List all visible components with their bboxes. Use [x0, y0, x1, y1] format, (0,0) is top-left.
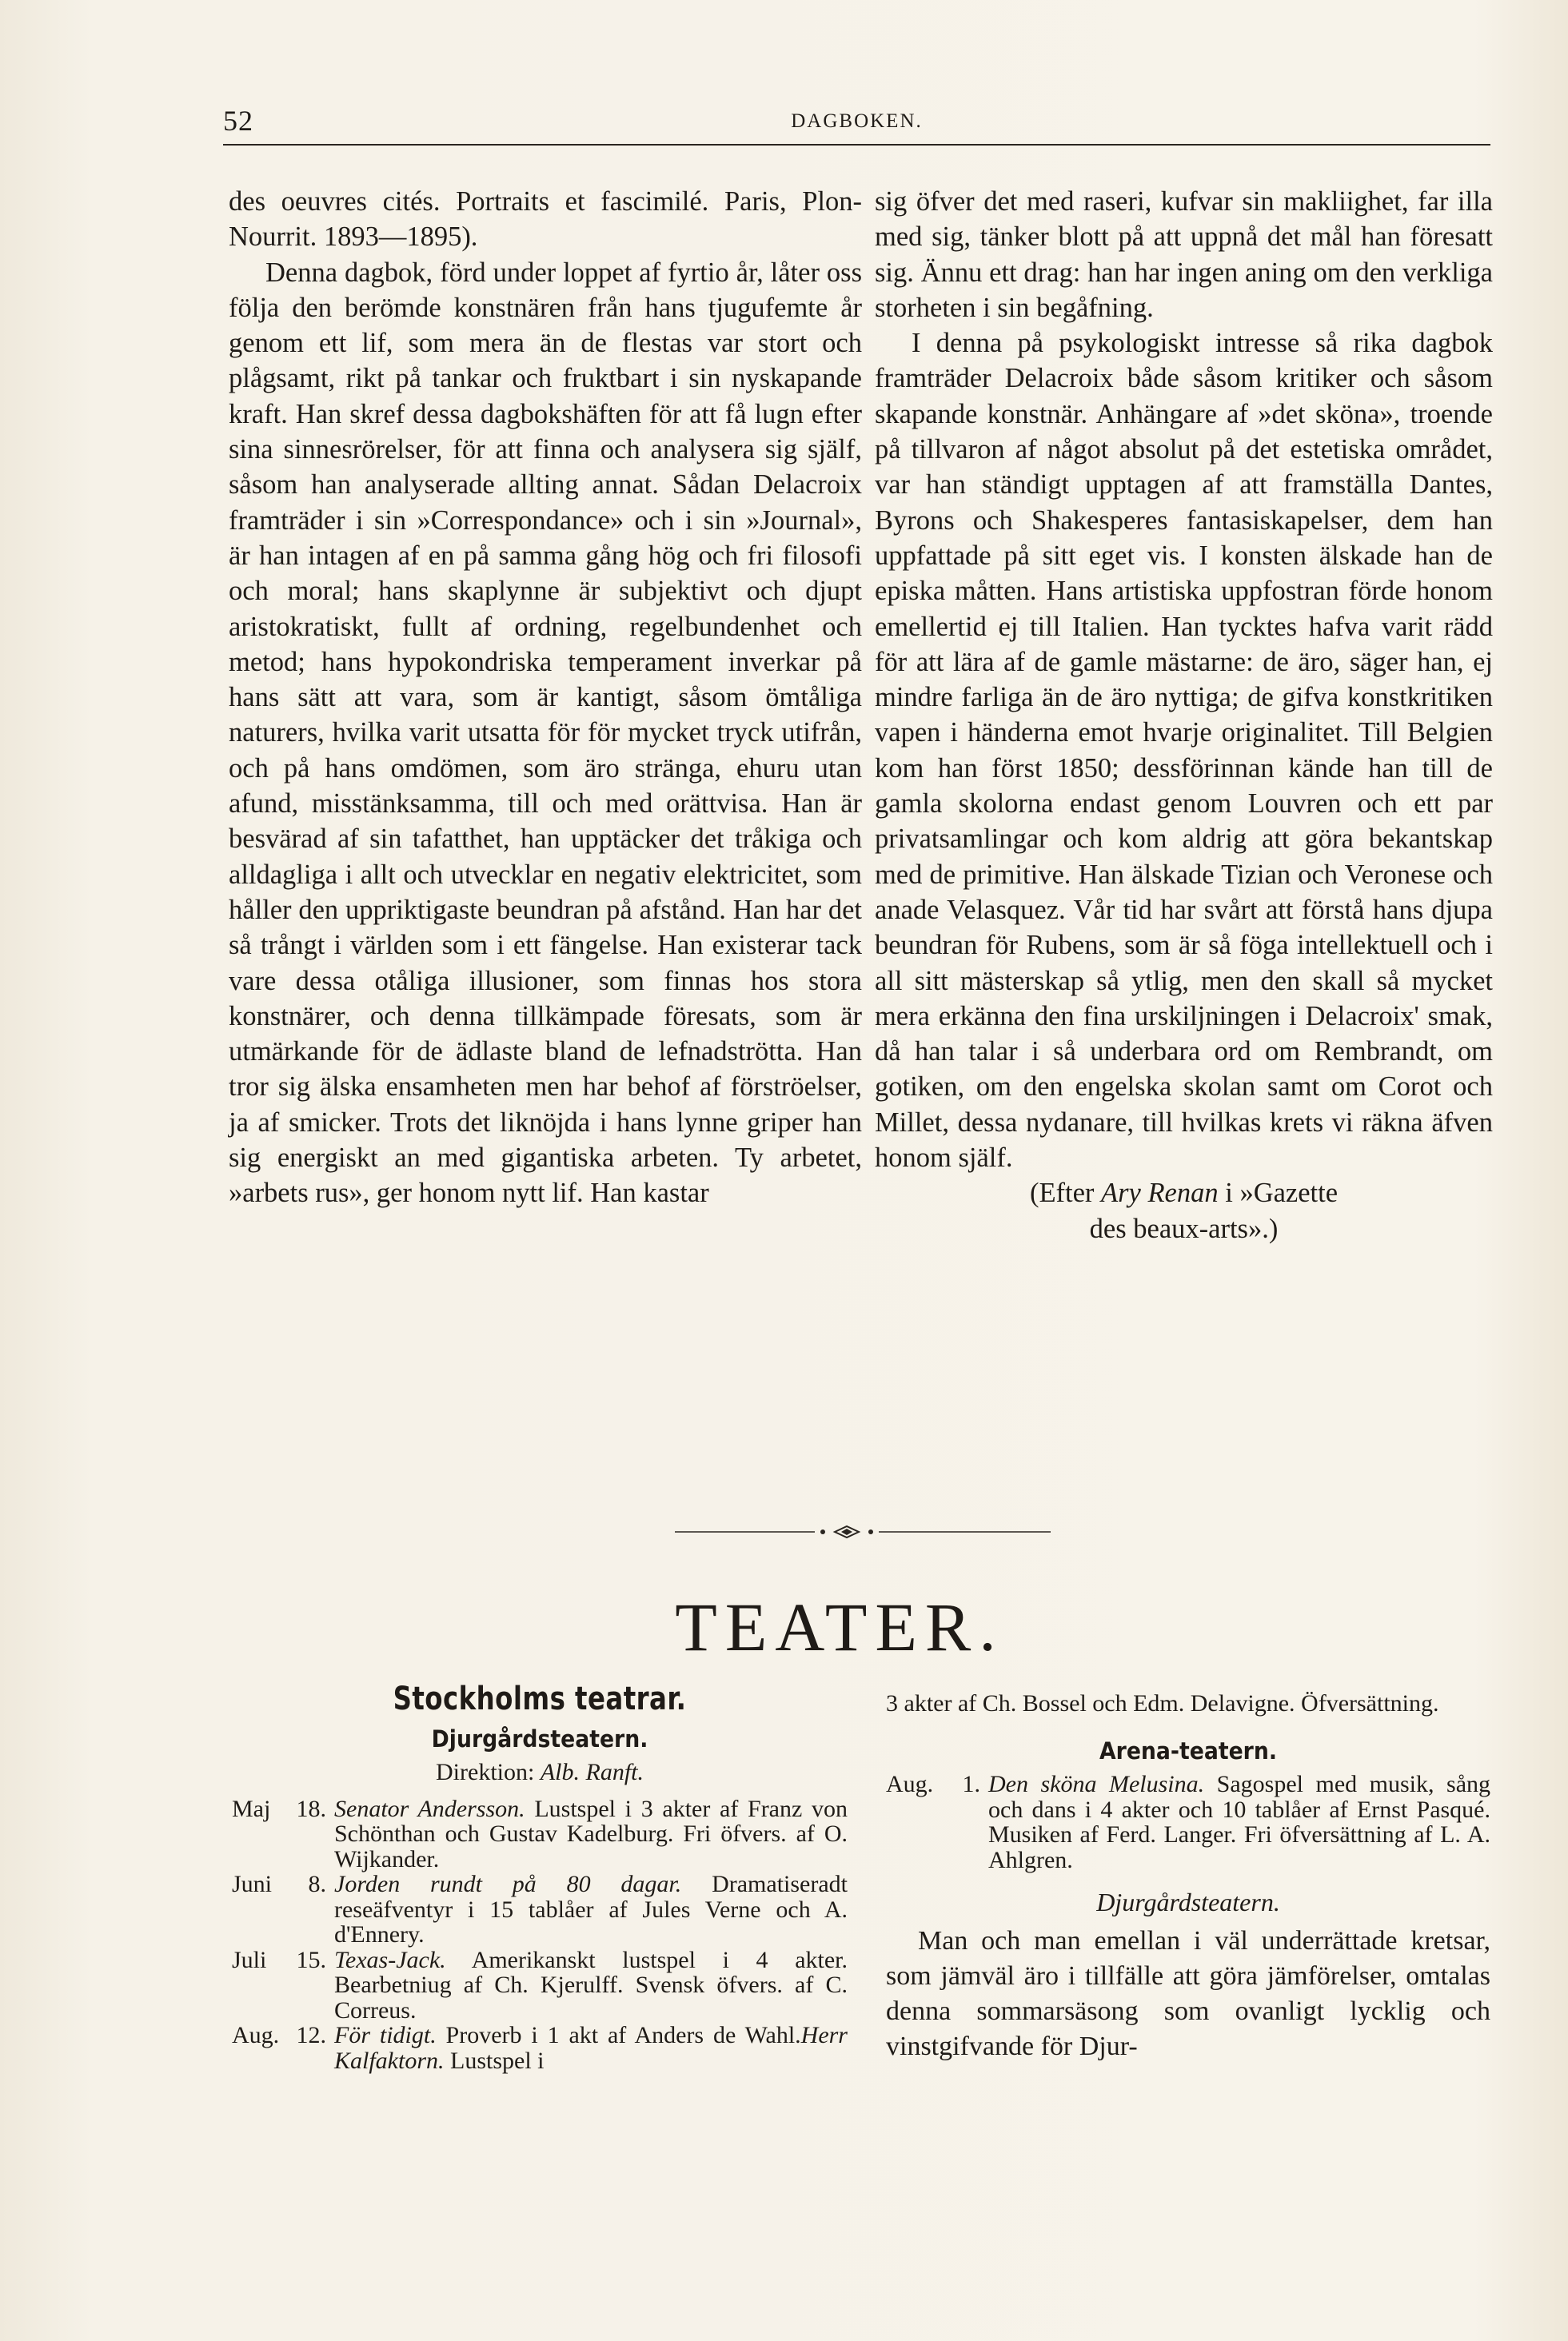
entry-description: Sagospel med musik, sång och dans i 4 akter och 10 tablåer af Ernst Pasqué. Musiken af Ferd. Langer. Fri öfversättning af L. A. Ahlgren. [988, 1771, 1491, 1873]
stockholm-heading: Stockholms teatrar. [393, 1681, 687, 1717]
entry-day: 12. [296, 2022, 326, 2048]
entry-title-second: Herr Kalfaktorn. [334, 2022, 848, 2074]
arena-heading: Arena-teatern. [1099, 1737, 1277, 1765]
section-divider-ornament [675, 1524, 1051, 1540]
djurgard-heading: Djurgårdsteatern. [1096, 1888, 1280, 1916]
entry-text [334, 2023, 848, 2073]
djurgard-paragraph: Man och man emellan i väl underrättade kretsar, som jämväl äro i tillfälle att göra jämförelser, omtalas denna sommarsäsong som ovanligt lycklig och vinstgifvande för Djur- [886, 1925, 1490, 2061]
entry-text [334, 1948, 848, 2024]
entry-text [334, 1797, 848, 1872]
entry-month: Aug. [232, 2022, 280, 2048]
entry-description-second: Lustspel i [444, 2047, 545, 2074]
entry-description: Lustspel i 3 akter af Franz von Schönthan och Gustav Kadelburg. Fri öfvers. af O. Wijkander. [334, 1795, 848, 1872]
repertoire-entry [232, 2023, 848, 2073]
direction-line [232, 1760, 848, 1785]
entry-title: Den sköna Melusina. [988, 1771, 1205, 1797]
entry-month: Juni [232, 1871, 273, 1897]
running-head: DAGBOKEN. [791, 110, 923, 132]
repertoire-entry [232, 1797, 848, 1872]
theatre-heading: Djurgårdsteatern. [431, 1725, 648, 1753]
direction-label: Direktion: [436, 1759, 535, 1785]
page-number: 52 [223, 105, 253, 137]
repertoire-entry [232, 1872, 848, 1948]
entry-text [334, 1872, 848, 1948]
entry-description: Amerikanskt lustspel i 4 akter. Bearbetniug af Ch. Kjerulff. Svensk öfvers. af C. Correus. [334, 1946, 848, 2024]
entry-text [988, 1772, 1490, 1872]
attribution-source: i »Gazette [1225, 1178, 1339, 1209]
header-rule [223, 144, 1490, 146]
page-header [223, 104, 1490, 144]
paragraph-citation: des oeuvres cités. Portraits et fascimilé. Paris, Plon-Nourrit. 1893—1895). [229, 186, 862, 253]
entry-day: 8. [308, 1871, 326, 1897]
entry-month: Juli [232, 1946, 267, 1973]
left-column [229, 184, 862, 1211]
entry-day: 1. [962, 1771, 980, 1797]
entry-month: Maj [232, 1795, 271, 1822]
attribution-source-end: des beaux-arts».) [1089, 1213, 1279, 1244]
attribution [875, 1175, 1493, 1246]
entry-description: Dramatiseradt reseäfventyr i 15 tablåer af Jules Verne och A. d'Ennery. [334, 1871, 848, 1948]
paragraph-psykologiskt: I denna på psykologiskt intresse så rika dagbok framträder Delacroix både såsom kritiker och såsom skapande konstnär. Anhängare af »det sköna», troende på tillvaron af något absolut på det estetiska området, var han ständigt upptagen af att framställa Dantes, Byrons och Shakesperes fantasiskapelser, dem han uppfattade på sitt eget vis. I konsten älskade han de episka måtten. Hans artistiska uppfostran förde honom emellertid ej till Italien. Han tycktes hafva varit rädd för att lära af de gamle mästarne: de äro, säger han, ej mindre farliga än de äro nyttiga; de gifva konstkritiken vapen i händerna emot hvarje originalitet. Till Belgien kom han först 1850; dessförinnan kände han till de gamla skolorna endast genom Louvren och ett par privatsamlingar och kom aldrig att göra bekantskap med de primitive. Han älskade Tizian och Veronese och anade Velasquez. Vår tid har svårt att förstå hans djupa beundran för Rubens, som är så föga intellektuell och i all sitt mästerskap så ytlig, men den skall så mycket mera erkänna den fina urskiljningen i Delacroix' smak, då han talar i så underbara ord om Rembrandt, om gotiken, om den engelska skolan samt om Corot och Millet, dessa nydanare, till hvilkas krets vi räkna äfven honom själf. [875, 328, 1493, 1174]
attribution-author: Ary Renan [1101, 1178, 1219, 1209]
entry-title: Jorden rundt på 80 dagar. [334, 1871, 682, 1897]
section-title: TEATER. [675, 1589, 1004, 1665]
paragraph-dagbok: Denna dagbok, förd under loppet af fyrtio år, låter oss följa den berömde konstnären från hans tjugufemte år genom ett lif, som mera än de flestas var stort och plågsamt, rikt på tankar och fruktbart i sin nyskapande kraft. Han skref dessa dagbokshäften för att få lugn efter sina sinnesrörelser, för att finna och analysera sig själf, såsom han analyserade allting annat. Sådan Delacroix framträder i sin »Correspondance» och i sin »Journal», är han intagen af en på samma gång hög och fri filosofi och moral; hans skaplynne är subjektivt och djupt aristokratiskt, fullt af ordning, regelbundenhet och metod; hans hypokondriska temperament inverkar på hans sätt att vara, som är kantigt, såsom ömtåliga naturers, hvilka varit utsatta för för mycket tryck utifrån, och på hans omdömen, som äro stränga, ehuru utan afund, misstänksamma, till och med orättvisa. Han är besvärad af sin tafatthet, han upptäcker det tråkiga och alldagliga i allt och utvecklar en negativ elektricitet, som håller den uppriktigaste beundran på afstånd. Han har det så trångt i världen som i ett fängelse. Han existerar tack vare dessa otåliga illusioner, som finnas hos stora konstnärer, och denna tillkämpade föresats, som är utmärkande för de ädlaste bland de lefnadströtta. Han tror sig älska ensamheten men har behof af förströelser, ja af smicker. Trots det liknöjda i hans lynne griper han sig energiskt an med gigantiska arbeten. Ty arbetet, »arbets rus», ger honom nytt lif. Han kastar [229, 257, 862, 1209]
attribution-prefix: (Efter [1029, 1178, 1095, 1209]
continuation-line: 3 akter af Ch. Bossel och Edm. Delavigne. Öfversättning. [886, 1690, 1439, 1717]
entry-title: Texas-Jack. [334, 1946, 446, 1973]
direction-name: Alb. Ranft. [540, 1759, 644, 1785]
repertoire-entry [886, 1772, 1490, 1872]
repertoire-entry [232, 1948, 848, 2024]
entry-description: Proverb i 1 akt af Anders de Wahl. [436, 2022, 801, 2048]
entry-title: För tidigt. [334, 2022, 437, 2048]
entry-title: Senator Andersson. [334, 1795, 525, 1822]
arena-section [886, 1691, 1490, 2064]
right-column [875, 184, 1493, 1246]
entry-day: 18. [296, 1795, 326, 1822]
stockholm-theatres [232, 1681, 848, 2074]
entry-day: 15. [296, 1946, 326, 1973]
entry-month: Aug. [886, 1771, 934, 1797]
paragraph-continuation: sig öfver det med raseri, kufvar sin makliighet, far illa med sig, tänker blott på att uppnå det mål han föresatt sig. Ännu ett drag: han har ingen aning om den verkliga storheten i sin begåfning. [875, 186, 1493, 323]
